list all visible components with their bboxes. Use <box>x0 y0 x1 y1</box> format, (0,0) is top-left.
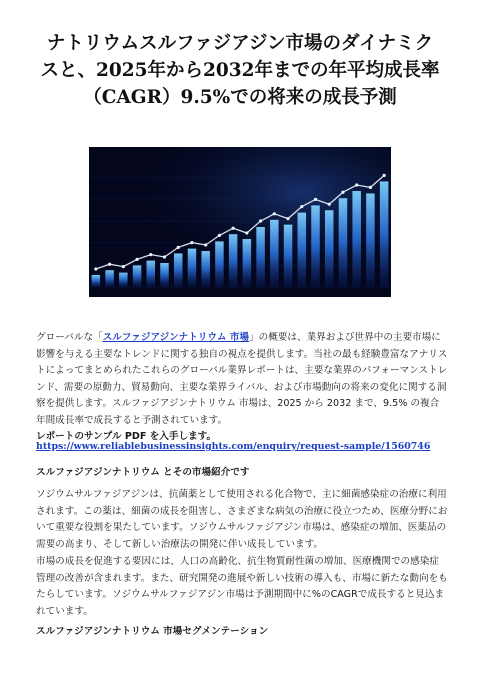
hero-bar <box>188 249 197 287</box>
hero-bar <box>366 193 375 287</box>
title-line-1: ナトリウムスルファジアジン市場のダイナミク <box>46 33 434 54</box>
hero-trend-point <box>245 231 248 234</box>
hero-bar <box>229 234 238 287</box>
hero-trend-point <box>135 258 138 261</box>
hero-bar <box>92 275 101 287</box>
hero-bar <box>147 261 156 287</box>
title-line-3: （CAGR）9.5%での将来の成長予測 <box>83 87 397 108</box>
section-heading-intro: スルファジアジンナトリウム とその市場紹介です <box>36 467 250 478</box>
intro-suffix: 」の概要は、業界および世界中の主要市場に影響を与える主要なトレンドに関する独自の視点を提供します。当社の最も経験豊富なアナリストによってまとめられたこれらのグローバル業界レポートは、主要な業界のパフォーマンストレンド、需要の原動力、貿易動向、主要な業界ライバル、および市場動向の将来の変化に関する洞察を提供します。スルファジアジンナトリウム 市場は、2025 から 2032 まで、9.5% の複合年間成長率で成長すると予測されています。 <box>36 332 448 426</box>
hero-trend-point <box>94 267 97 270</box>
hero-chart-svg <box>89 147 391 297</box>
hero-bar <box>215 241 224 287</box>
hero-trend-point <box>259 219 262 222</box>
hero-trend-point <box>122 265 125 268</box>
hero-bar <box>311 205 320 287</box>
title-line-2: スと、2025年から2032年までの年平均成長率 <box>40 60 440 81</box>
hero-bar <box>325 210 334 287</box>
hero-trend-point <box>383 174 386 177</box>
hero-bar <box>243 239 252 287</box>
section-heading-segmentation: スルファジアジンナトリウム 市場セグメンテーション <box>36 626 269 637</box>
hero-trend-point <box>190 241 193 244</box>
hero-trend-point <box>369 186 372 189</box>
hero-trend-point <box>108 263 111 266</box>
hero-bar <box>339 198 348 287</box>
hero-trend-point <box>273 212 276 215</box>
hero-trend-point <box>149 253 152 256</box>
hero-bar <box>380 181 389 287</box>
hero-bar <box>352 191 361 287</box>
sample-heading: レポートのサンプル PDF を入手します。 <box>36 431 217 442</box>
hero-trend-point <box>232 227 235 230</box>
hero-bar <box>284 225 293 287</box>
hero-bar <box>201 251 210 287</box>
hero-trend-point <box>341 191 344 194</box>
hero-trend-point <box>163 255 166 258</box>
market-link[interactable]: スルファジアジンナトリウム 市場 <box>102 332 250 343</box>
page-title <box>20 30 460 111</box>
intro-paragraph <box>36 330 448 429</box>
hero-bar <box>105 270 114 287</box>
hero-trend-point <box>300 205 303 208</box>
hero-chart-image <box>89 147 391 297</box>
hero-trend-point <box>314 198 317 201</box>
hero-bar <box>298 213 307 287</box>
hero-trend-point <box>355 183 358 186</box>
hero-bar <box>270 220 279 287</box>
growth-paragraph: 市場の成長を促進する要因には、人口の高齢化、抗生物質耐性菌の増加、医療機関での感染症管理の改善が含まれます。また、研究開発の進展や新しい技術の導入も、市場に新たな動向をもたらしています。ソジウムサルファジアジン市場は予測期間中に%のCAGRで成長すると見込まれています。 <box>36 556 448 617</box>
hero-bar <box>160 263 169 287</box>
hero-bar <box>119 273 128 287</box>
hero-trend-point <box>204 243 207 246</box>
hero-trend-point <box>328 203 331 206</box>
hero-trend-point <box>286 217 289 220</box>
hero-trend-point <box>218 234 221 237</box>
hero-bar <box>133 265 142 287</box>
hero-bar <box>256 227 265 287</box>
hero-trend-point <box>177 246 180 249</box>
sample-url-link[interactable]: https://www.reliablebusinessinsights.com/enquiry/request-sample/1560746 <box>36 441 431 452</box>
description-paragraph: ソジウムサルファジアジンは、抗菌薬として使用される化合物で、主に細菌感染症の治療に利用されます。この薬は、細菌の成長を阻害し、さまざまな病気の治療に役立つため、医療分野において重要な役割を果たしています。ソジウムサルファジアジン市場は、感染症の増加、医薬品の需要の高まり、そして新しい治療法の開発に伴い成長しています。 <box>36 489 448 550</box>
intro-prefix: グローバルな「 <box>36 332 103 343</box>
hero-bar <box>174 253 183 287</box>
